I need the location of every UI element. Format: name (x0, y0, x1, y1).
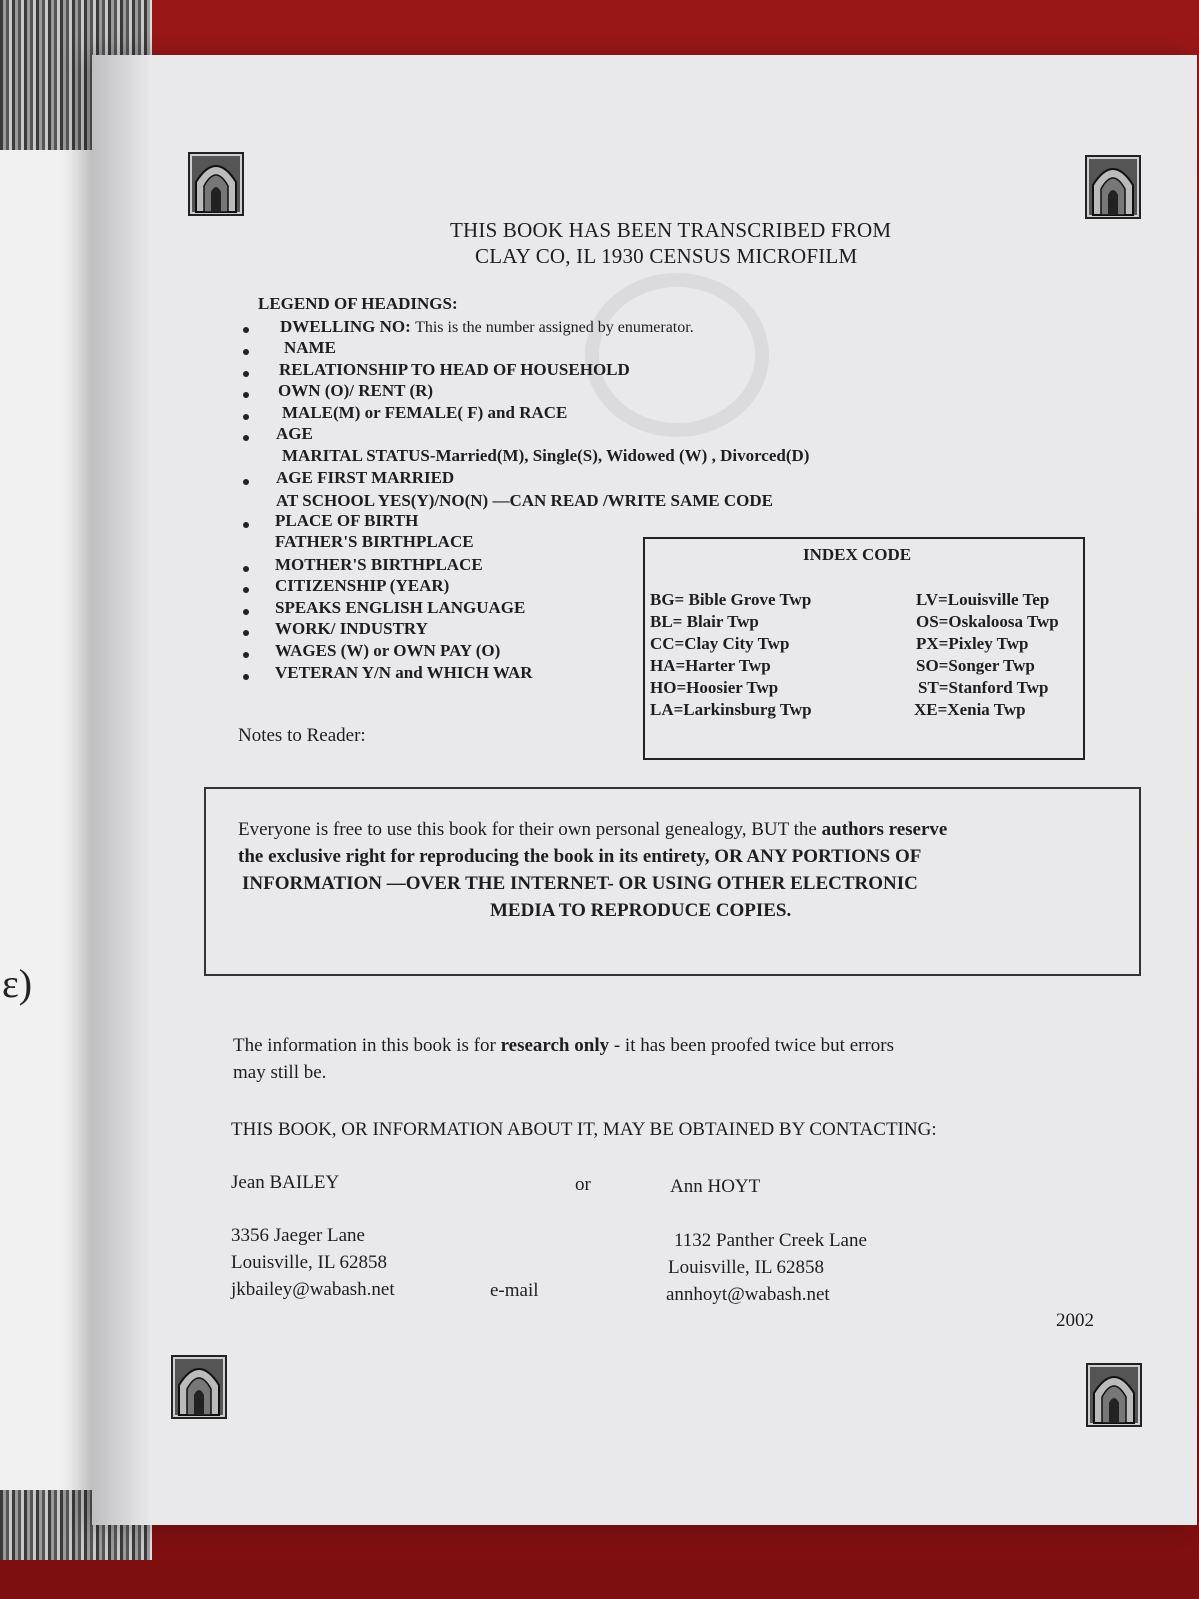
bullet (243, 674, 249, 680)
info-a: The information in this book is for (233, 1035, 501, 1056)
legend-item: VETERAN Y/N and WHICH WAR (275, 663, 533, 682)
legend-item: WAGES (W) or OWN PAY (O) (275, 641, 501, 660)
legend-item: AT SCHOOL YES(Y)/NO(N) —CAN READ /WRITE SAME CODE (276, 491, 773, 510)
legend-item: RELATIONSHIP TO HEAD OF HOUSEHOLD (279, 360, 630, 379)
index-code-title: INDEX CODE (803, 545, 912, 564)
gothic-arch-icon (188, 152, 244, 216)
contact-left-addr1: 3356 Jaeger Lane (231, 1225, 365, 1246)
bullet (243, 392, 249, 398)
bullet (243, 414, 249, 420)
previous-page-edge (0, 150, 95, 1490)
contact-left-email: jkbailey@wabash.net (231, 1279, 395, 1300)
legend-item: MARITAL STATUS-Married(M), Single(S), Widowed (W) , Divorced(D) (282, 446, 810, 465)
info-line-2: may still be. (233, 1062, 327, 1083)
index-code-right: ST=Stanford Twp (918, 678, 1049, 697)
legend-item: FATHER'S BIRTHPLACE (275, 532, 474, 551)
gothic-arch-icon (1086, 1363, 1142, 1427)
legend-item: PLACE OF BIRTH (275, 511, 419, 530)
notice-line-1-bold: authors reserve (821, 819, 948, 840)
contact-left-addr2: Louisville, IL 62858 (231, 1252, 388, 1273)
index-code-box (643, 537, 1085, 760)
bullet (243, 587, 249, 593)
index-code-left: LA=Larkinsburg Twp (650, 700, 812, 719)
notice-line-3: INFORMATION —OVER THE INTERNET- OR USING OTHER ELECTRONIC (242, 873, 918, 894)
notice-line-1-plain: Everyone is free to use this book for their own personal genealogy, BUT the (238, 819, 822, 840)
notice-line-2: the exclusive right for reproducing the book in its entirety, OR ANY PORTIONS OF (238, 846, 922, 867)
bullet (243, 652, 249, 658)
show-through-emblem (582, 270, 772, 440)
bullet (243, 609, 249, 615)
header-line-2: CLAY CO, IL 1930 CENSUS MICROFILM (475, 244, 858, 268)
legend-item-dwelling (280, 317, 694, 337)
legend-item: MALE(M) or FEMALE( F) and RACE (282, 403, 568, 422)
notice-line-4: MEDIA TO REPRODUCE COPIES. (490, 900, 792, 921)
book-page (92, 55, 1197, 1525)
contact-right-addr2: Louisville, IL 62858 (668, 1257, 825, 1278)
legend-item: CITIZENSHIP (YEAR) (275, 576, 450, 595)
legend-item: AGE FIRST MARRIED (276, 468, 455, 487)
bullet (243, 630, 249, 636)
contact-right-email: annhoyt@wabash.net (666, 1284, 830, 1305)
header-line-1: THIS BOOK HAS BEEN TRANSCRIBED FROM (450, 218, 892, 242)
index-code-right: PX=Pixley Twp (916, 634, 1029, 653)
bullet (243, 349, 249, 355)
index-code-left: BL= Blair Twp (650, 612, 759, 631)
legend-item: MOTHER'S BIRTHPLACE (275, 555, 483, 574)
email-label: e-mail (490, 1280, 539, 1301)
contact-right-addr1: 1132 Panther Creek Lane (674, 1230, 867, 1251)
legend-item: AGE (276, 424, 313, 443)
index-code-right: LV=Louisville Tep (916, 590, 1050, 609)
notes-label: Notes to Reader: (238, 725, 366, 746)
bullet (243, 327, 249, 333)
contact-right-name: Ann HOYT (670, 1176, 761, 1197)
contact-or: or (575, 1174, 591, 1195)
bullet (243, 522, 249, 528)
index-code-left: CC=Clay City Twp (650, 634, 790, 653)
publication-year: 2002 (1056, 1310, 1094, 1331)
info-c: - it has been proofed twice but errors (609, 1035, 895, 1056)
bullet (243, 435, 249, 441)
legend-item: WORK/ INDUSTRY (275, 619, 428, 638)
contact-line: THIS BOOK, OR INFORMATION ABOUT IT, MAY BE OBTAINED BY CONTACTING: (231, 1119, 937, 1140)
dwelling-label: DWELLING NO: (280, 317, 411, 336)
index-code-right: XE=Xenia Twp (914, 700, 1026, 719)
index-code-left: BG= Bible Grove Twp (650, 590, 812, 609)
gothic-arch-icon (171, 1355, 227, 1419)
legend-item: NAME (284, 338, 336, 357)
legend-item: OWN (O)/ RENT (R) (278, 381, 434, 400)
bullet (243, 479, 249, 485)
notice-line-1 (238, 819, 947, 841)
gothic-arch-icon (1085, 155, 1141, 219)
bullet (243, 566, 249, 572)
info-line-1 (233, 1035, 894, 1057)
dwelling-desc: This is the number assigned by enumerator. (415, 319, 694, 336)
bullet (243, 371, 249, 377)
copyright-notice-box (204, 787, 1141, 976)
index-code-right: SO=Songer Twp (916, 656, 1035, 675)
spine-mark: ε) (2, 961, 33, 1006)
info-b: research only (500, 1035, 610, 1056)
legend-heading: LEGEND OF HEADINGS: (258, 294, 458, 313)
index-code-right: OS=Oskaloosa Twp (916, 612, 1059, 631)
index-code-left: HA=Harter Twp (650, 656, 771, 675)
index-code-left: HO=Hoosier Twp (650, 678, 779, 697)
contact-left-name: Jean BAILEY (231, 1172, 340, 1193)
legend-item: SPEAKS ENGLISH LANGUAGE (275, 598, 526, 617)
